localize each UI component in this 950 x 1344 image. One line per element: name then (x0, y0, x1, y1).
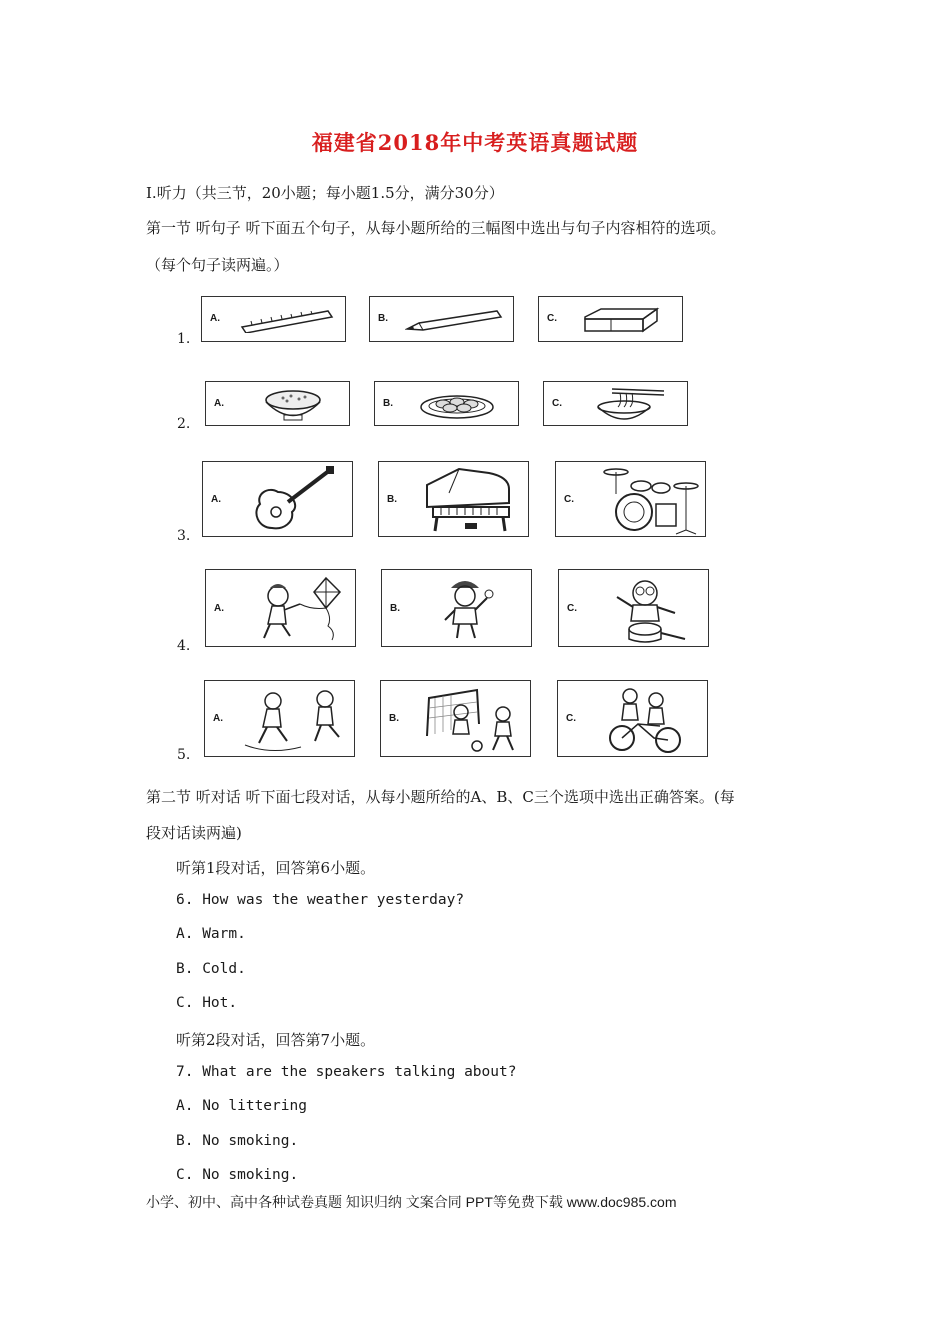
option-label: A. (214, 603, 224, 614)
option-image[interactable] (369, 296, 514, 342)
option-image[interactable] (555, 461, 706, 537)
option-image[interactable] (201, 296, 346, 342)
option-image[interactable] (558, 569, 709, 647)
option-label: B. (390, 603, 400, 614)
option-label: C. (566, 713, 576, 724)
document-title: 福建省2018年中考英语真题试题 (311, 130, 639, 155)
drums-icon (596, 464, 701, 536)
dialog-instruction: 听第1段对话，回答第6小题。 (176, 859, 376, 877)
question-text: 7. What are the speakers talking about? (176, 1064, 517, 1080)
option-image[interactable] (374, 381, 519, 426)
dumplings-plate-icon (417, 390, 497, 420)
option-image[interactable] (202, 461, 353, 537)
option-label: C. (567, 603, 577, 614)
part1-note: （每个句子读两遍。） (146, 256, 289, 274)
pencil-icon (405, 307, 505, 333)
option-image[interactable] (205, 569, 356, 647)
football-kids-icon (421, 684, 529, 756)
option-image[interactable] (378, 461, 529, 537)
option-label: A. (213, 713, 223, 724)
skating-kids-icon (241, 685, 351, 755)
option-label: C. (552, 398, 562, 409)
question-number: 4. (177, 638, 191, 654)
option-label: A. (214, 398, 224, 409)
rice-bowl-icon (258, 387, 328, 423)
question-number: 2. (177, 416, 191, 432)
part2-heading-continued: 段对话读两遍) (146, 824, 242, 842)
kite-boy-icon (256, 574, 351, 644)
section-heading: Ⅰ.听力（共三节，20小题；每小题1.5分，满分30分） (146, 184, 504, 202)
option-image[interactable] (380, 680, 531, 757)
question-number: 1. (177, 331, 191, 347)
option-label: C. (547, 313, 557, 324)
option-label: B. (378, 313, 388, 324)
option-label: B. (383, 398, 393, 409)
dialog-instruction: 听第2段对话，回答第7小题。 (176, 1031, 376, 1049)
option-label: A. (210, 313, 220, 324)
answer-option: A. No littering (176, 1098, 307, 1114)
option-label: B. (387, 494, 397, 505)
answer-option: C. Hot. (176, 995, 238, 1011)
footer-text: 小学、初中、高中各种试卷真题 知识归纳 文案合同 PPT等免费下载 www.doc985.com (146, 1194, 677, 1210)
eraser-icon (581, 305, 661, 335)
part2-heading: 第二节 听对话 听下面七段对话，从每小题所给的A、B、C三个选项中选出正确答案。(每 (146, 788, 735, 806)
question-number: 3. (177, 528, 191, 544)
answer-option: C. No smoking. (176, 1167, 299, 1183)
part1-heading: 第一节 听句子 听下面五个句子，从每小题所给的三幅图中选出与句子内容相符的选项。 (146, 219, 726, 237)
noodles-bowl-icon (592, 385, 670, 423)
question-text: 6. How was the weather yesterday? (176, 892, 465, 908)
option-label: B. (389, 713, 399, 724)
option-label: A. (211, 494, 221, 505)
guitar-icon (248, 466, 338, 534)
answer-option: B. No smoking. (176, 1133, 299, 1149)
answer-option: B. Cold. (176, 961, 246, 977)
option-image[interactable] (205, 381, 350, 426)
drum-boy-icon (609, 573, 699, 645)
waving-boy-icon (437, 574, 497, 644)
question-number: 5. (177, 747, 191, 763)
option-image[interactable] (557, 680, 708, 757)
option-image[interactable] (204, 680, 355, 757)
answer-option: A. Warm. (176, 926, 246, 942)
option-image[interactable] (381, 569, 532, 647)
piano-icon (419, 465, 519, 535)
option-image[interactable] (543, 381, 688, 426)
ruler-icon (240, 307, 335, 333)
cycling-kids-icon (608, 684, 688, 756)
option-label: C. (564, 494, 574, 505)
option-image[interactable] (538, 296, 683, 342)
